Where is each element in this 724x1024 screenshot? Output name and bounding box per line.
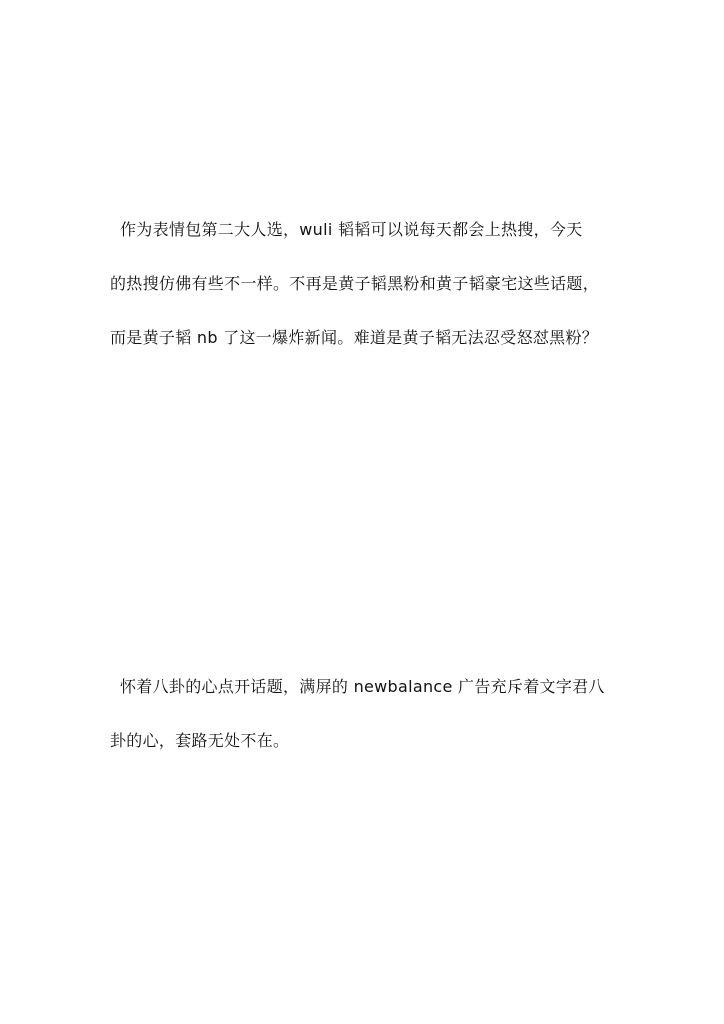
paragraph bbox=[110, 679, 640, 787]
paragraph-line: 怀着八卦的心点开话题，满屏的 newbalance 广告充斥着文字君八 bbox=[120, 677, 605, 696]
paragraph bbox=[110, 222, 640, 384]
paragraph-line: 卦的心，套路无处不在。 bbox=[110, 731, 290, 750]
paragraph-line: 的热搜仿佛有些不一样。不再是黄子韬黑粉和黄子韬豪宅这些话题， bbox=[110, 274, 600, 293]
paragraph-line: 而是黄子韬 nb 了这一爆炸新闻。难道是黄子韬无法忍受怒怼黑粉？ bbox=[110, 328, 599, 347]
paragraph-line: 作为表情包第二大人选，wuli 韬韬可以说每天都会上热搜，今天 bbox=[120, 220, 583, 239]
